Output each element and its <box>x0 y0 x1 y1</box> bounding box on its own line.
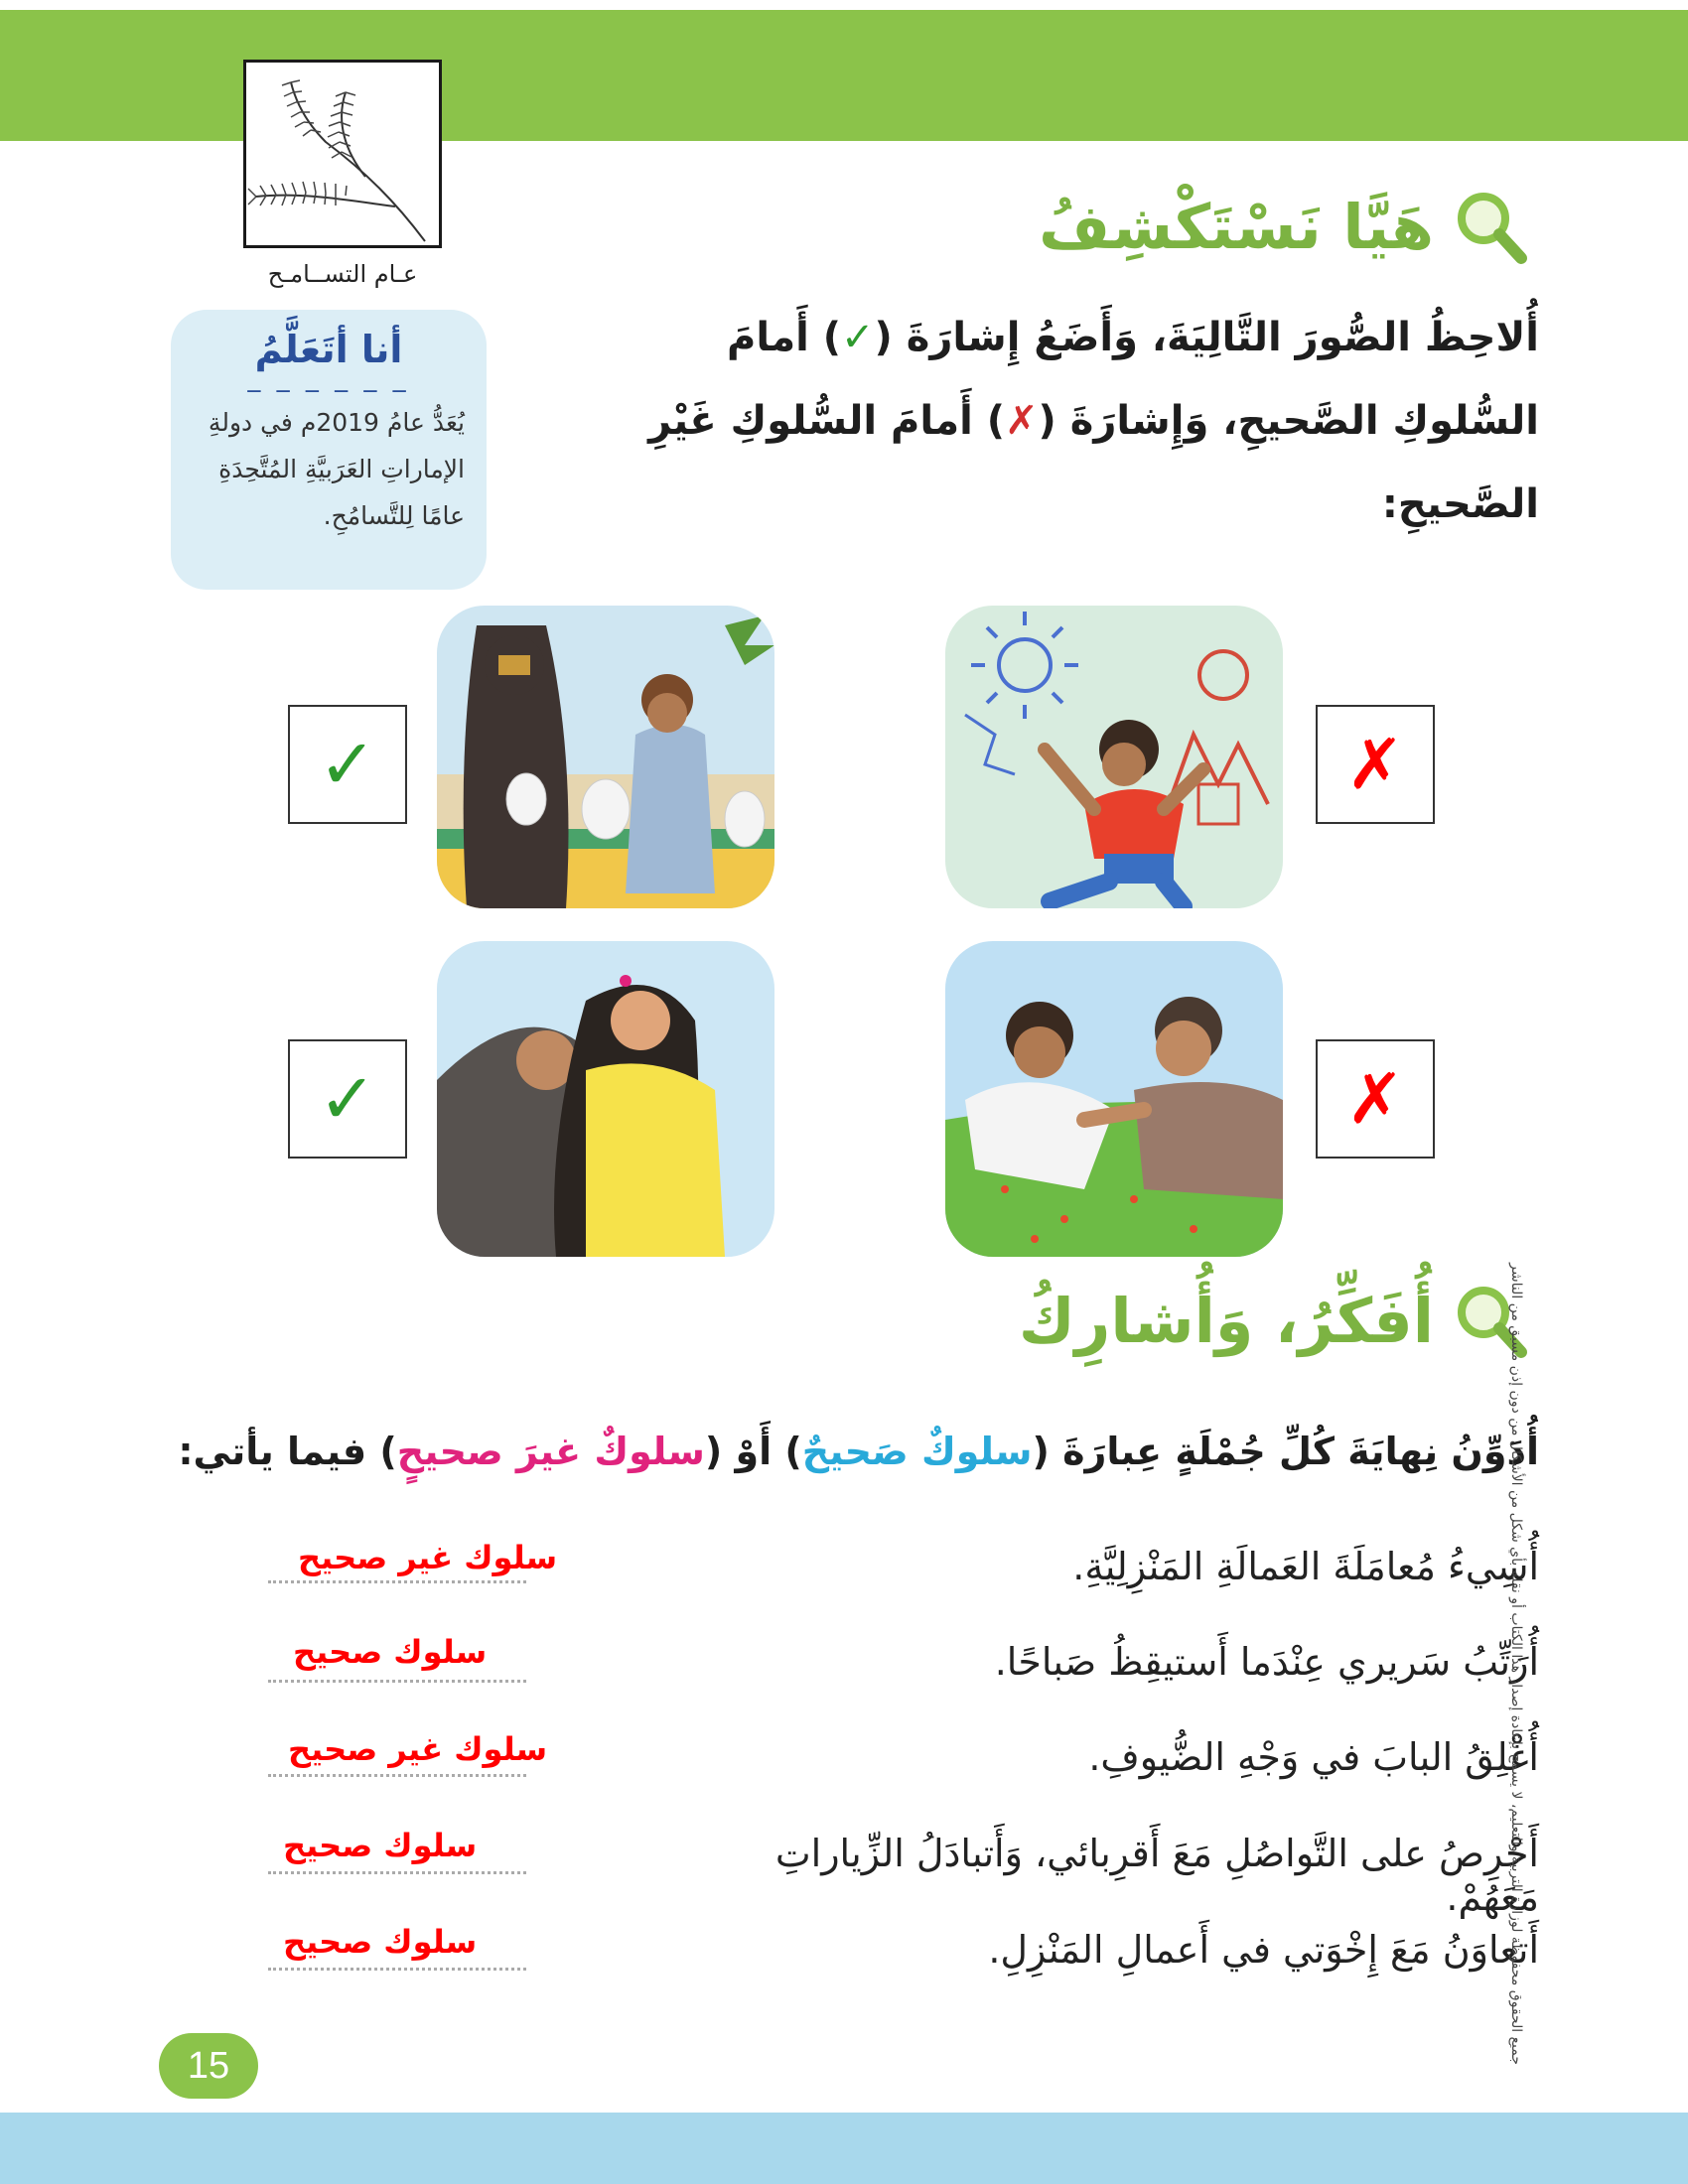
answer-text: سلوك صحيح <box>283 1923 478 1961</box>
sentence-item: أَتعاوَنُ مَعَ إِخْوَتي في أَعمالِ المَنْزِلِ. <box>988 1928 1539 1972</box>
check-mark: ✓ <box>318 724 377 805</box>
explore-instructions <box>645 296 1539 546</box>
cross-mark: ✗ <box>1345 1058 1405 1140</box>
check-mark: ✓ <box>318 1058 377 1140</box>
i-learn-line: الإماراتِ العَرَبيَّةِ المُتَّحِدَةِ <box>218 455 465 483</box>
instruction-text: ) أَمامَ السُّلوكِ غَيْرِ الصَّحيحِ: <box>648 398 1539 527</box>
title-underline: _ _ _ _ _ _ <box>247 363 410 393</box>
i-learn-line: عامًا لِلتَّسامُحِ. <box>323 501 465 530</box>
section-think-share-title: أُفَكِّرُ، وَأُشارِكُ <box>1018 1284 1434 1357</box>
copyright-note: جميع الحقوق محفوظة لوزارة التربية والتعليم، لا يسمح بإعادة إصدار هذا الكتاب أو نقله بأي شكل من الأشكال من دون إذن مسبق من الناشر <box>1508 1263 1524 2065</box>
section-explore-title: هَيَّا نَسْتَكْشِفُ <box>1039 190 1434 263</box>
cross-mark: ✗ <box>1345 724 1405 805</box>
magnifier-icon <box>1450 187 1529 266</box>
photo-boy-drawing-on-wall <box>945 606 1283 908</box>
bottom-blue-band <box>0 2113 1688 2184</box>
task-text: ) فيما يأتي: <box>178 1430 397 1473</box>
section-explore-heading <box>1039 187 1529 266</box>
i-learn-title: أنا أتَعَلَّمُ <box>254 328 403 371</box>
photo-boy-helping-with-bags <box>437 606 774 908</box>
sentence-item: أُرَتِّبُ سَريري عِنْدَما أَستيقِظُ صَباحًا. <box>994 1640 1539 1684</box>
answer-text: سلوك صحيح <box>283 1827 478 1864</box>
check-symbol: ✓ <box>841 315 875 360</box>
task-text: ) أَوْ ( <box>704 1430 802 1473</box>
answer-text: سلوك صحيح <box>293 1633 488 1671</box>
mark-box-top-left[interactable] <box>288 705 407 824</box>
cross-symbol: ✗ <box>1005 398 1039 444</box>
answer-text: سلوك غير صحيح <box>288 1730 548 1768</box>
sentence-item: أُغْلِقُ البابَ في وَجْهِ الضُّيوفِ. <box>1088 1735 1539 1779</box>
instruction-text: أُلاحِظُ الصُّورَ التَّالِيَةَ، وَأَضَعُ إِشارَةَ ( <box>874 315 1539 360</box>
think-share-task <box>149 1430 1539 1473</box>
i-learn-line: يُعَدُّ عامُ 2019م في دولةِ <box>208 408 465 437</box>
mark-box-bottom-left[interactable] <box>288 1039 407 1159</box>
task-text: أُدَوِّنُ نِهايَةَ كُلِّ جُمْلَةٍ عِبارَةَ ( <box>1032 1430 1539 1473</box>
section-think-share-heading <box>1019 1281 1529 1360</box>
task-correct-label: سلوكٌ صَحيحٌ <box>801 1430 1033 1473</box>
i-learn-box <box>171 310 487 590</box>
mark-box-top-right[interactable] <box>1316 705 1435 824</box>
ghaf-branch-icon <box>197 63 455 261</box>
photo-girl-hugging-mother <box>437 941 774 1257</box>
task-incorrect-label: سلوكٌ غيرَ صحيحٍ <box>396 1430 705 1473</box>
tolerance-year-logo <box>243 60 442 248</box>
logo-caption: عـام التســامـح <box>267 260 418 288</box>
instruction-text: ) أَمامَ السُّلوكِ الصَّحيحِ، وَإِشارَةَ ( <box>727 315 1539 444</box>
page-number: 15 <box>159 2033 258 2099</box>
photo-boys-pushing <box>945 941 1283 1257</box>
mark-box-bottom-right[interactable] <box>1316 1039 1435 1159</box>
answer-text: سلوك غير صحيح <box>298 1539 558 1576</box>
sentence-item: أَحْرِصُ على التَّواصُلِ مَعَ أَقرِبائي، وَأَتبادَلُ الزِّياراتِ مَعَهُمْ. <box>774 1832 1539 1919</box>
sentence-item: أُسِيءُ مُعامَلَةَ العَمالَةِ المَنْزِلِيَّةِ. <box>1072 1545 1539 1588</box>
i-learn-text <box>193 399 465 539</box>
